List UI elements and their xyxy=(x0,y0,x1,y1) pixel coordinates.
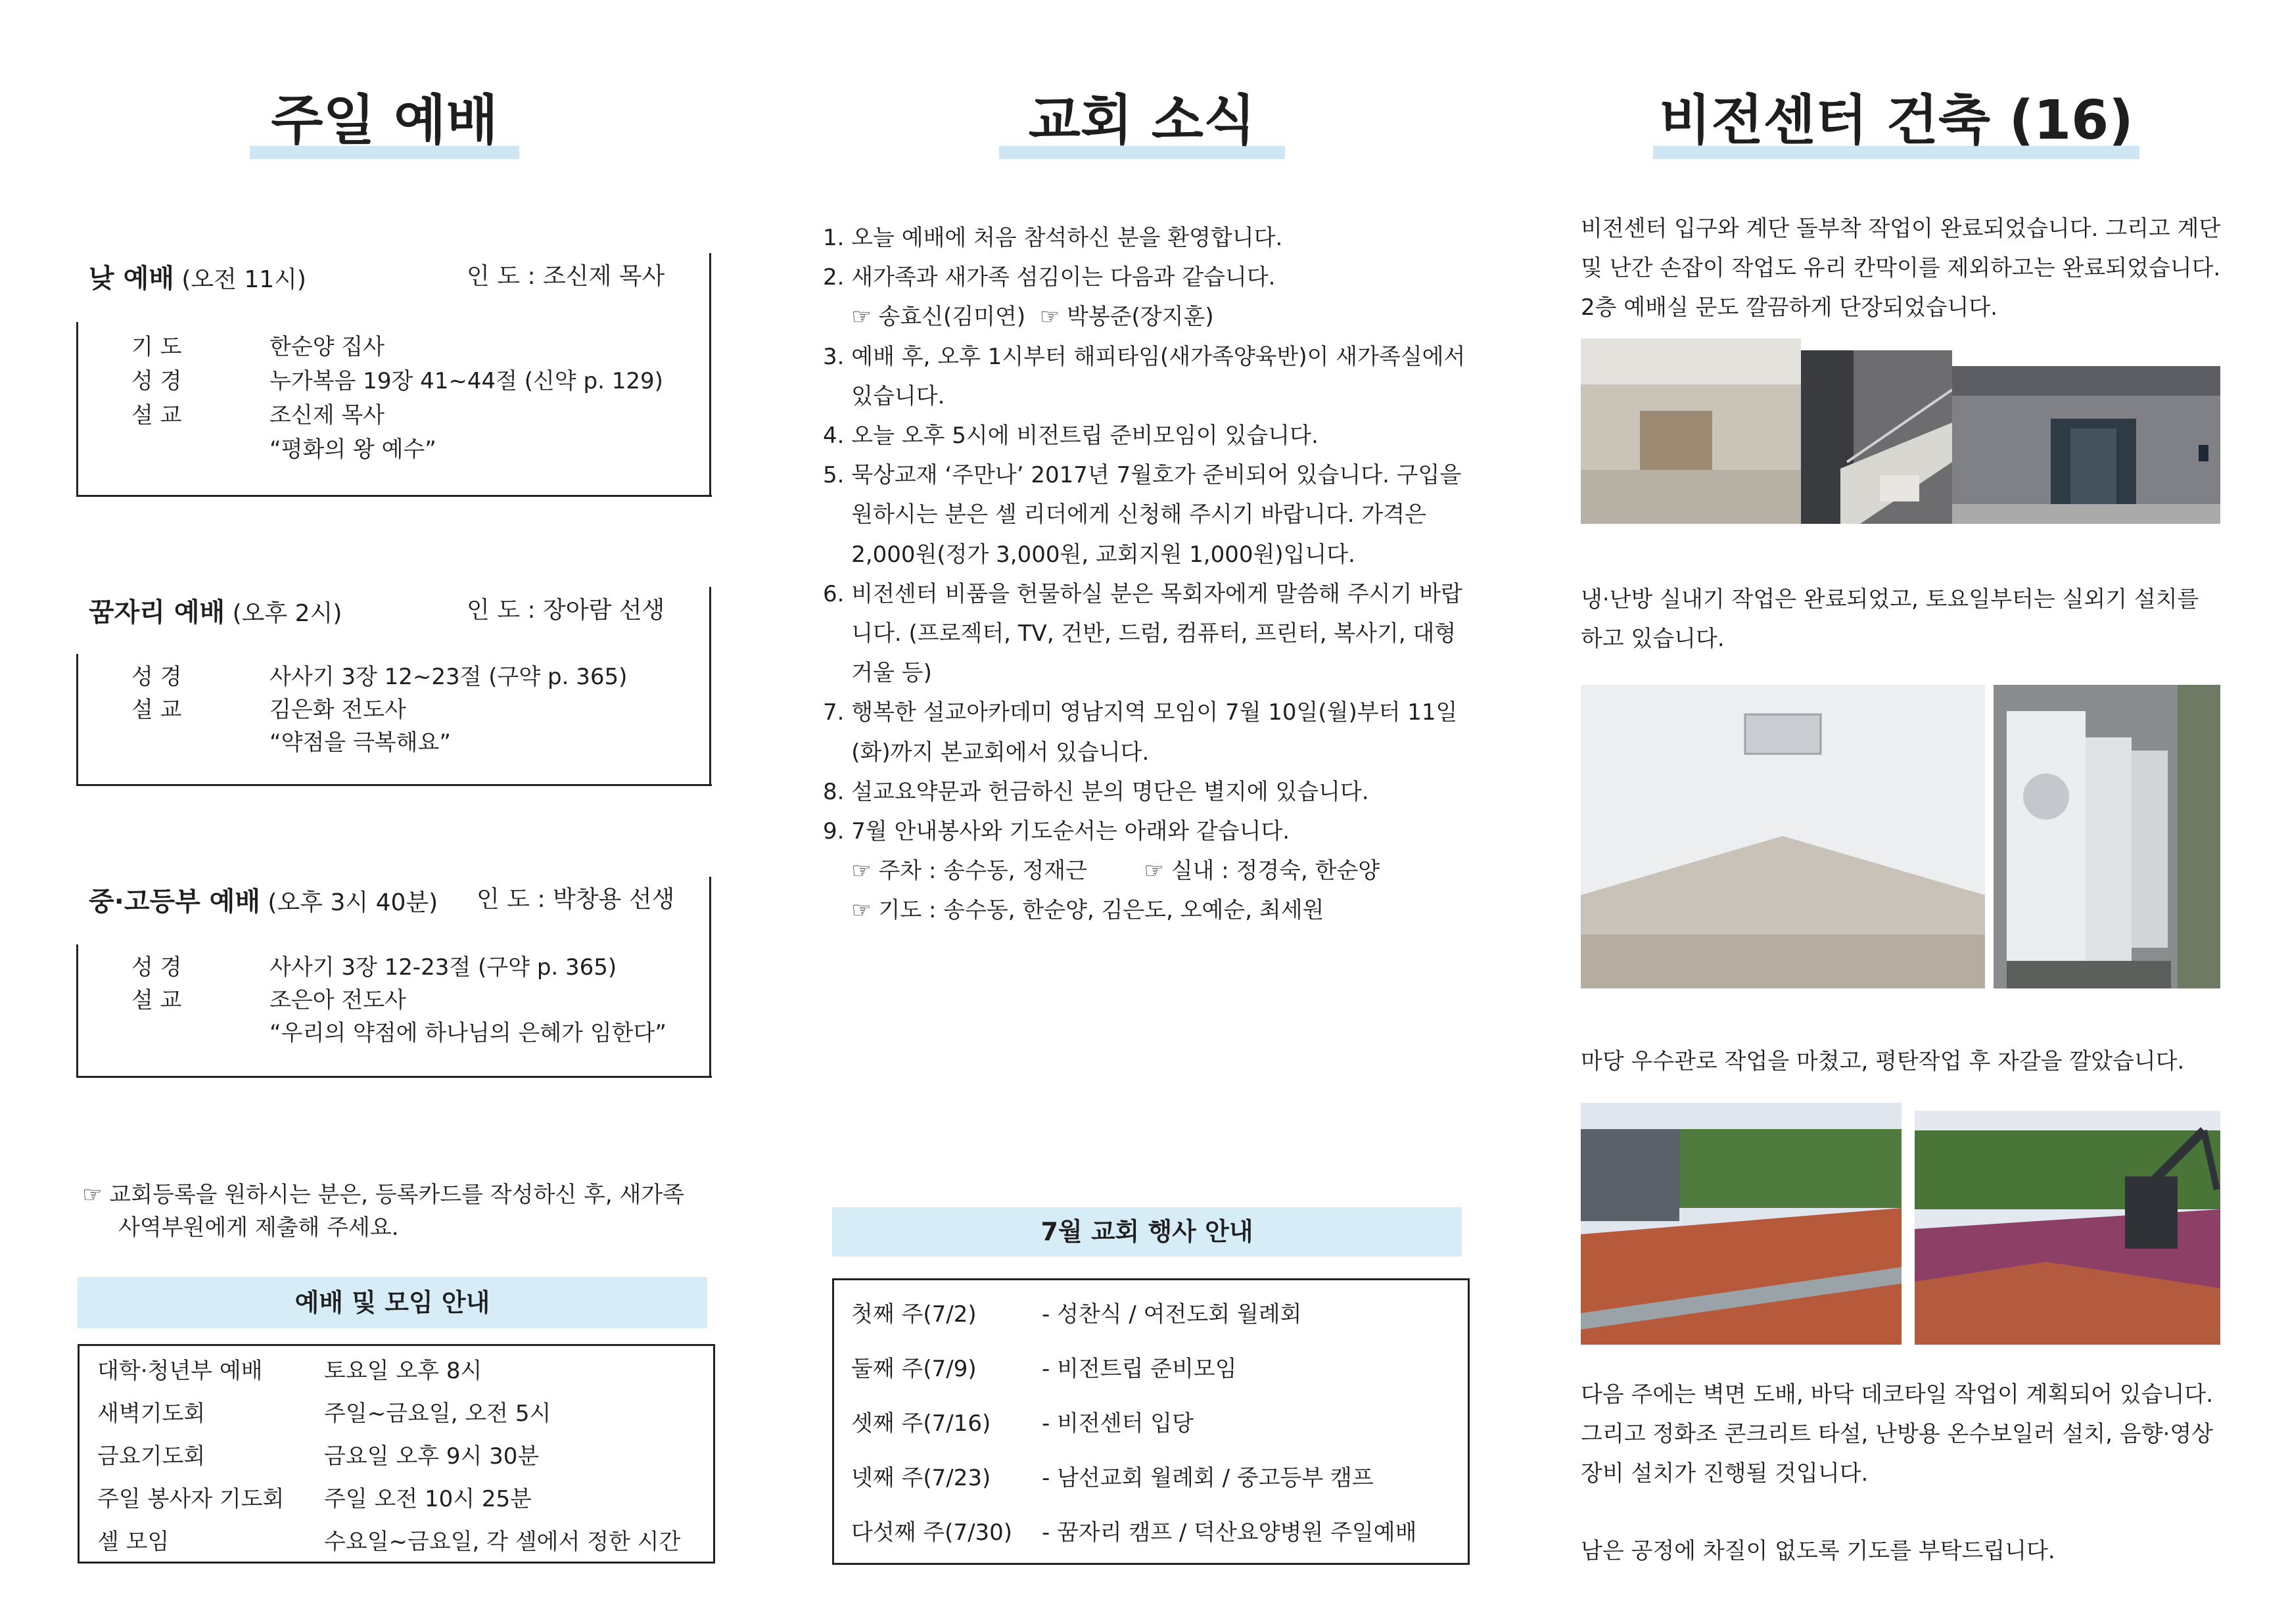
guide-name: 대학·청년부 예배 xyxy=(97,1358,263,1384)
service-name: 중·고등부 예배 xyxy=(89,887,260,917)
paragraph-entrance xyxy=(1581,209,2220,327)
event-row xyxy=(851,1460,1374,1492)
service-row xyxy=(131,982,406,1014)
event-desc: - 성찬식 / 여전도회 월례회 xyxy=(1042,1301,1302,1328)
service-row xyxy=(131,949,617,981)
text-line: 및 난간 손잡이 작업도 유리 칸막이를 제외하고는 완료되었습니다. xyxy=(1581,255,2221,281)
guide-time: 금요일 오후 9시 30분 xyxy=(324,1443,540,1470)
news-line: (화)까지 본교회에서 있습니다. xyxy=(823,739,1150,766)
news-line: 5. 묵상교재 ‘주만나’ 2017년 7월호가 준비되어 있습니다. 구입을 xyxy=(823,462,1462,489)
paragraph-prayer xyxy=(1581,1531,2055,1571)
event-desc: - 꿈자리 캠프 / 덕산요양병원 주일예배 xyxy=(1042,1520,1417,1546)
guide-name: 금요기도회 xyxy=(97,1443,206,1470)
photo-excavator xyxy=(1915,1111,2220,1345)
text-line: 냉·난방 실내기 작업은 완료되었고, 토요일부터는 실외기 설치를 xyxy=(1581,586,2199,613)
news-line: 있습니다. xyxy=(823,383,945,409)
guide-time: 주일~금요일, 오전 5시 xyxy=(324,1401,551,1427)
row-value: “약점을 극복해요” xyxy=(269,730,451,756)
service-row xyxy=(131,431,436,463)
row-label: 설 교 xyxy=(131,987,182,1013)
event-week: 다섯째 주(7/30) xyxy=(851,1520,1013,1546)
service-name: 낮 예배 xyxy=(89,264,174,294)
photo-entrance-lobby xyxy=(1581,338,1801,524)
row-value: 김은화 전도사 xyxy=(269,697,406,723)
service-row xyxy=(131,329,385,361)
guide-time: 주일 오전 10시 25분 xyxy=(324,1486,532,1512)
guide-title: 예배 및 모임 안내 xyxy=(78,1277,707,1328)
photo-outdoor-units xyxy=(1994,685,2220,988)
text-line: 마당 우수관로 작업을 마쳤고, 평탄작업 후 자갈을 깔았습니다. xyxy=(1581,1048,2185,1075)
row-value: 조신제 목사 xyxy=(269,402,385,429)
guide-time: 토요일 오후 8시 xyxy=(324,1358,482,1384)
service-name: 꿈자리 예배 xyxy=(89,597,225,628)
row-value: 조은아 전도사 xyxy=(269,987,406,1013)
row-label: 기 도 xyxy=(131,334,182,360)
service-time: (오전 11시) xyxy=(181,266,306,293)
guide-row xyxy=(97,1395,551,1427)
news-line: 8. 설교요약문과 헌금하신 분의 명단은 별지에 있습니다. xyxy=(823,778,1369,805)
service-time: (오후 3시 40분) xyxy=(268,889,438,916)
guide-time: 수요일~금요일, 각 셀에서 정한 시간 xyxy=(324,1529,681,1555)
event-row xyxy=(851,1405,1194,1437)
service-leader: 인 도 : 장아람 선생 xyxy=(467,597,665,624)
guide-row xyxy=(97,1523,680,1556)
page-title-vision-center: 비전센터 건축 (16) xyxy=(1659,89,2134,152)
service-row xyxy=(131,691,406,724)
text-line: 그리고 정화조 콘크리트 타설, 난방용 온수보일러 설치, 음향·영상 xyxy=(1581,1421,2214,1447)
news-line: ☞ 기도 : 송수동, 한순양, 김은도, 오예순, 최세원 xyxy=(823,897,1324,924)
service-time: (오후 2시) xyxy=(232,600,342,627)
news-line: ☞ 송효신(김미연) ☞ 박봉준(장지훈) xyxy=(823,304,1214,331)
service-header xyxy=(89,258,306,295)
row-label: 설 교 xyxy=(131,697,182,723)
text-line: 다음 주에는 벽면 도배, 바닥 데코타일 작업이 계획되어 있습니다. xyxy=(1581,1381,2214,1408)
row-value: 사사기 3장 12~23절 (구약 p. 365) xyxy=(269,664,628,690)
events-title: 7월 교회 행사 안내 xyxy=(832,1207,1462,1257)
text-line: 2층 예배실 문도 깔끔하게 단장되었습니다. xyxy=(1581,294,1998,321)
guide-name: 주일 봉사자 기도회 xyxy=(97,1486,285,1512)
news-line: 2,000원(정가 3,000원, 교회지원 1,000원)입니다. xyxy=(823,541,1355,568)
row-value: “평화의 왕 예수” xyxy=(269,436,436,463)
event-row xyxy=(851,1351,1237,1383)
event-desc: - 비전센터 입당 xyxy=(1042,1410,1194,1437)
service-row xyxy=(131,397,385,429)
service-row xyxy=(131,724,451,756)
row-label: 설 교 xyxy=(131,402,182,429)
news-line: ☞ 주차 : 송수동, 정재근 ☞ 실내 : 정경숙, 한순양 xyxy=(823,858,1380,885)
text-line: 장비 설치가 진행될 것입니다. xyxy=(1581,1460,1869,1487)
row-value: “우리의 약점에 하나님의 은혜가 임한다” xyxy=(269,1020,666,1046)
paragraph-next-week xyxy=(1581,1375,2213,1493)
service-row xyxy=(131,363,663,395)
news-line: 니다. (프로젝터, TV, 건반, 드럼, 컴퓨터, 프린터, 복사기, 대형 xyxy=(823,620,1457,647)
news-line: 1. 오늘 예배에 처음 참석하신 분을 환영합니다. xyxy=(823,225,1283,251)
event-desc: - 비전트립 준비모임 xyxy=(1042,1356,1237,1382)
text-line: 비전센터 입구와 계단 돌부착 작업이 완료되었습니다. 그리고 계단 xyxy=(1581,216,2221,242)
service-row xyxy=(131,659,627,691)
guide-row xyxy=(97,1353,482,1385)
page-title-news: 교회 소식 xyxy=(1028,89,1256,152)
news-line: 거울 등) xyxy=(823,660,932,687)
paragraph-drainage xyxy=(1581,1042,2184,1081)
row-value: 누가복음 19장 41~44절 (신약 p. 129) xyxy=(269,368,663,394)
photo-gravel-yard xyxy=(1581,1103,1902,1345)
guide-name: 셀 모임 xyxy=(97,1529,170,1555)
news-line: 2. 새가족과 새가족 섬김이는 다음과 같습니다. xyxy=(823,264,1276,291)
service-leader: 인 도 : 박창용 선생 xyxy=(477,886,675,913)
event-week: 첫째 주(7/2) xyxy=(851,1301,977,1328)
row-label: 성 경 xyxy=(131,954,182,981)
text-line: 남은 공정에 차질이 없도록 기도를 부탁드립니다. xyxy=(1581,1538,2055,1564)
service-header xyxy=(89,592,342,629)
event-row xyxy=(851,1514,1416,1546)
registration-note: ☞ 교회등록을 원하시는 분은, 등록카드를 작성하신 후, 새가족 xyxy=(82,1182,685,1208)
event-desc: - 남선교회 월례회 / 중고등부 캠프 xyxy=(1042,1465,1374,1491)
row-label: 성 경 xyxy=(131,664,182,690)
guide-row xyxy=(97,1481,532,1513)
text-line: 하고 있습니다. xyxy=(1581,626,1725,652)
photo-staircase xyxy=(1801,350,1952,524)
service-leader: 인 도 : 조신제 목사 xyxy=(467,263,665,290)
photo-glass-entrance xyxy=(1952,366,2220,524)
event-row xyxy=(851,1296,1301,1328)
event-week: 셋째 주(7/16) xyxy=(851,1410,991,1437)
event-week: 넷째 주(7/23) xyxy=(851,1465,991,1491)
event-week: 둘째 주(7/9) xyxy=(851,1356,977,1382)
service-header xyxy=(89,881,438,918)
service-row xyxy=(131,1015,666,1047)
news-line: 원하시는 분은 셀 리더에게 신청해 주시기 바랍니다. 가격은 xyxy=(823,501,1426,528)
page-title-worship: 주일 예배 xyxy=(271,89,498,152)
row-value: 사사기 3장 12-23절 (구약 p. 365) xyxy=(269,954,617,981)
news-line: 7. 행복한 설교아카데미 영남지역 모임이 7월 10일(월)부터 11일 xyxy=(823,699,1458,726)
row-value: 한순양 집사 xyxy=(269,334,385,360)
guide-name: 새벽기도회 xyxy=(97,1401,206,1427)
registration-note-cont: 사역부원에게 제출해 주세요. xyxy=(118,1215,399,1241)
paragraph-hvac xyxy=(1581,580,2199,659)
guide-row xyxy=(97,1438,539,1470)
news-line: 6. 비전센터 비품을 헌물하실 분은 목회자에게 말씀해 주시기 바랍 xyxy=(823,580,1462,607)
photo-ceiling-hall xyxy=(1581,685,1985,988)
news-line: 9. 7월 안내봉사와 기도순서는 아래와 같습니다. xyxy=(823,818,1290,845)
news-line: 4. 오늘 오후 5시에 비전트립 준비모임이 있습니다. xyxy=(823,423,1319,449)
news-line: 3. 예배 후, 오후 1시부터 해피타임(새가족양육반)이 새가족실에서 xyxy=(823,343,1466,370)
row-label: 성 경 xyxy=(131,368,182,394)
